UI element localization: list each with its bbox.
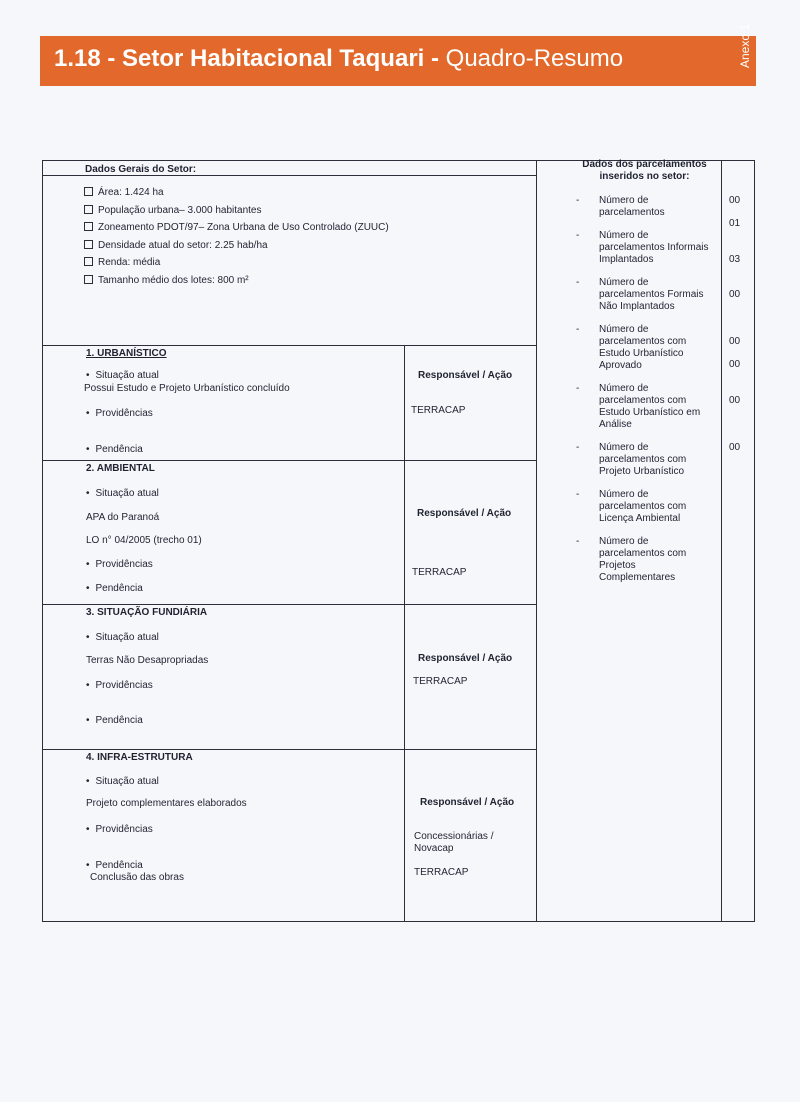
dash: - [576, 324, 580, 335]
parcel-item-value: 03 [729, 254, 741, 265]
parcel-heading: Dados dos parcelamentos inseridos no setor: [582, 159, 707, 182]
section-title: 4. INFRA-ESTRUTURA [86, 752, 193, 763]
section-title: 1. URBANÍSTICO [86, 348, 167, 359]
checkbox-icon [84, 275, 93, 284]
parcel-item-label: Número de parcelamentos Informais Implantados [599, 230, 709, 265]
general-item: Tamanho médio dos lotes: 800 m² [84, 275, 249, 287]
parcel-item-value: 00 [729, 195, 741, 206]
dash: - [576, 536, 580, 547]
parcel-item-label: Número de parcelamentos com Licença Ambiental [599, 489, 687, 524]
checkbox-icon [84, 205, 93, 214]
row-line-2 [42, 460, 536, 461]
parcel-item-value: 00 [729, 395, 741, 406]
pendencia-label: • Pendência [86, 583, 143, 595]
situation-label: • Situação atual [86, 776, 159, 788]
title-bold: 1.18 - Setor Habitacional Taquari - [54, 45, 439, 72]
general-item: Área: 1.424 ha [84, 187, 164, 199]
section-title: 2. AMBIENTAL [86, 463, 155, 474]
row-line-4 [42, 749, 536, 750]
row-line-1 [42, 345, 536, 346]
parcel-item-value: 00 [729, 442, 741, 453]
general-item: Densidade atual do setor: 2.25 hab/ha [84, 240, 268, 252]
parcel-item-value: 00 [729, 289, 741, 300]
resp-value: TERRACAP [414, 867, 469, 878]
divider-main [536, 160, 537, 922]
situation-text: Projeto complementares elaborados [86, 798, 247, 809]
providencias-label: • Providências [86, 408, 153, 420]
page-header [40, 23, 756, 86]
resp-value: TERRACAP [411, 405, 466, 416]
providencias-label: • Providências [86, 680, 153, 692]
resp-value: TERRACAP [412, 567, 467, 578]
situation-text: Possui Estudo e Projeto Urbanístico concluído [84, 383, 290, 394]
dash: - [576, 277, 580, 288]
divider-resp [404, 345, 405, 922]
providencias-label: • Providências [86, 559, 153, 571]
resp-label: Responsável / Ação [417, 508, 512, 519]
parcel-item-label: Número de parcelamentos com Projetos Complementares [599, 536, 687, 583]
dash: - [576, 195, 580, 206]
resp-label: Responsável / Ação [420, 797, 515, 808]
situation-text: Terras Não Desapropriadas [86, 655, 209, 666]
pendencia-label: • Pendência [86, 715, 143, 727]
parcel-item-value: 00 [729, 336, 741, 347]
dash: - [576, 383, 580, 394]
resp-value: TERRACAP [413, 676, 468, 687]
situation-label: • Situação atual [86, 488, 159, 500]
situation-text: APA do Paranoá [86, 512, 160, 523]
resp-label: Responsável / Ação [418, 370, 513, 381]
pendencia-label: • Pendência [86, 860, 143, 872]
dash: - [576, 489, 580, 500]
checkbox-icon [84, 187, 93, 196]
dash: - [576, 230, 580, 241]
general-item: Zoneamento PDOT/97– Zona Urbana de Uso Controlado (ZUUC) [84, 222, 389, 234]
parcel-item-label: Número de parcelamentos com Projeto Urbanístico [599, 442, 687, 477]
page-title [54, 45, 623, 73]
dash: - [576, 442, 580, 453]
checkbox-icon [84, 240, 93, 249]
parcel-item-label: Número de parcelamentos com Estudo Urbanístico em Análise [599, 383, 701, 430]
checkbox-icon [84, 257, 93, 266]
situation-label: • Situação atual [86, 370, 159, 382]
parcel-item-label: Número de parcelamentos [599, 195, 665, 218]
general-item: População urbana– 3.000 habitantes [84, 205, 261, 217]
parcel-item-label: Número de parcelamentos com Estudo Urbanístico Aprovado [599, 324, 687, 371]
row-line-3 [42, 604, 536, 605]
resp-value: Concessionárias / Novacap [414, 831, 494, 854]
checkbox-icon [84, 222, 93, 231]
title-light: Quadro-Resumo [438, 45, 624, 72]
parcel-item-label: Número de parcelamentos Formais Não Implantados [599, 277, 704, 312]
general-item: Renda: média [84, 257, 160, 269]
pendencia-text: Conclusão das obras [90, 872, 184, 883]
pendencia-label: • Pendência [86, 444, 143, 456]
situation-text: LO n° 04/2005 (trecho 01) [86, 535, 202, 546]
divider-values [721, 160, 722, 922]
resp-label: Responsável / Ação [418, 653, 513, 664]
situation-label: • Situação atual [86, 632, 159, 644]
annex-label: Anexo 1 [738, 23, 752, 68]
section-title: 3. SITUAÇÃO FUNDIÁRIA [86, 607, 208, 618]
providencias-label: • Providências [86, 824, 153, 836]
general-heading: Dados Gerais do Setor: [85, 164, 197, 175]
parcel-extra-value: 00 [729, 359, 741, 370]
parcel-extra-value: 01 [729, 218, 741, 229]
